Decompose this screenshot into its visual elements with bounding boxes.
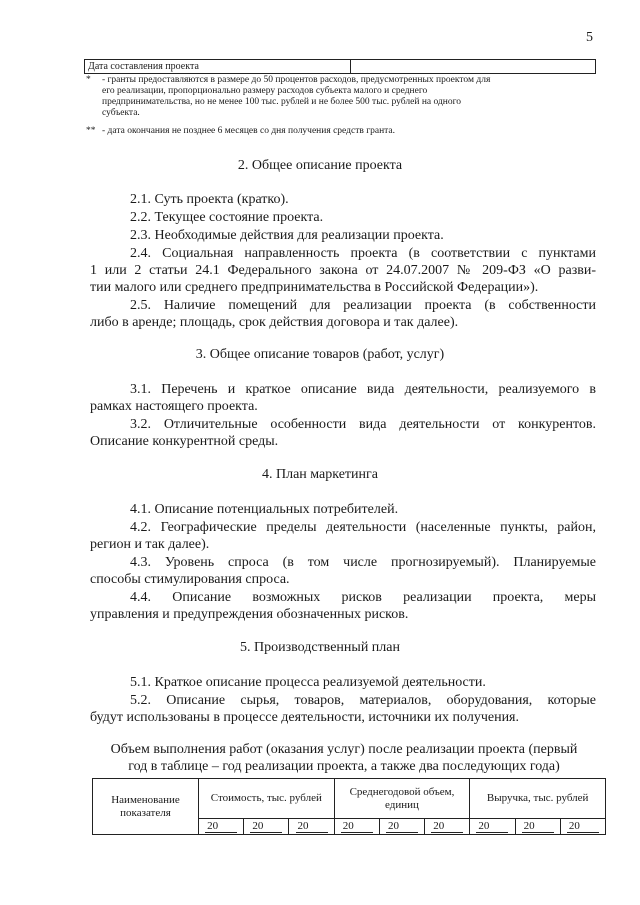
section-heading: 2. Общее описание проекта	[237, 158, 403, 173]
item-line: 3.1. Перечень и краткое описание вида деятельности, реализуемого в	[130, 382, 596, 397]
footnote-line: предпринимательства, но не менее 100 тыс. рублей и не более 500 тыс. рублей на одного	[102, 97, 462, 107]
year-cell	[379, 819, 424, 835]
project-date-label: Дата составления проекта	[85, 60, 351, 74]
section-heading: 5. Производственный план	[239, 640, 400, 655]
item-2-2: 2.2. Текущее состояние проекта.	[130, 210, 324, 225]
item-line: 4.3. Уровень спроса (в том числе прогнозируемый). Планируемые	[130, 555, 596, 570]
year-value: 20	[386, 820, 418, 833]
item-2-1: 2.1. Суть проекта (кратко).	[130, 192, 289, 207]
year-cell	[560, 819, 605, 835]
year-cell	[244, 819, 289, 835]
caption-line: год в таблице – год реализации проекта, а также два последующих года)	[128, 759, 560, 774]
year-cell	[470, 819, 515, 835]
footnote-mark: **	[86, 126, 96, 136]
year-value: 20	[431, 820, 463, 833]
footnote-line: - дата окончания не позднее 6 месяцев со дня получения средств гранта.	[102, 126, 396, 136]
footnote-end-date	[86, 126, 596, 137]
year-value: 20	[567, 820, 599, 833]
item-line: Описание конкурентной среды.	[90, 434, 279, 449]
item-line: управления и предупреждения обозначенных рисков.	[90, 607, 409, 622]
year-value: 20	[296, 820, 328, 833]
item-4-1: 4.1. Описание потенциальных потребителей.	[130, 502, 399, 517]
item-line: 4.4. Описание возможных рисков реализации проекта, меры	[130, 590, 596, 605]
item-3-1	[90, 381, 596, 415]
col-header-cost: Стоимость, тыс. рублей	[199, 779, 335, 819]
item-line: регион и так далее).	[90, 537, 210, 552]
item-3-2	[90, 416, 596, 450]
item-line: тии малого или среднего предпринимательства в Российской Федерации»).	[90, 280, 539, 295]
item-2-4	[90, 245, 596, 296]
footnote-line: его реализации, пропорционально размеру расходов субъекта малого и среднего	[102, 86, 428, 96]
item-5-1: 5.1. Краткое описание процесса реализуемой деятельности.	[130, 675, 486, 690]
page-number: 5	[586, 30, 593, 45]
year-cell	[515, 819, 560, 835]
footnote-line: субъекта.	[102, 108, 140, 118]
item-4-4	[90, 589, 596, 623]
item-line: будут использованы в процессе деятельности, источники их получения.	[90, 710, 519, 725]
col-header-name: Наименование показателя	[93, 779, 199, 835]
project-date-table	[84, 59, 596, 74]
caption-line: Объем выполнения работ (оказания услуг) после реализации проекта (первый	[110, 742, 578, 757]
item-line: 3.2. Отличительные особенности вида деятельности от конкурентов.	[130, 417, 596, 432]
item-line: 5.2. Описание сырья, товаров, материалов, оборудования, которые	[130, 693, 596, 708]
volume-caption	[88, 741, 600, 775]
item-2-3: 2.3. Необходимые действия для реализации проекта.	[130, 228, 444, 243]
footnote-mark: *	[86, 75, 91, 85]
item-4-2	[90, 519, 596, 553]
item-line: способы стимулирования спроса.	[90, 572, 290, 587]
year-cell	[289, 819, 334, 835]
year-cell	[425, 819, 470, 835]
item-line: 1 или 2 статьи 24.1 Федерального закона от 24.07.2007 № 209-ФЗ «О разви-	[90, 263, 596, 278]
volume-table	[92, 778, 606, 835]
footnote-grant-size	[86, 75, 596, 119]
item-line: либо в аренде; площадь, срок действия договора и так далее).	[90, 315, 459, 330]
year-value: 20	[341, 820, 373, 833]
footnote-line: - гранты предоставляются в размере до 50 процентов расходов, предусмотренных проектом для	[102, 75, 491, 85]
year-cell	[334, 819, 379, 835]
item-5-2	[90, 692, 596, 726]
col-header-volume: Среднегодовой объем, единиц	[334, 779, 470, 819]
item-line: 2.5. Наличие помещений для реализации проекта (в собственности	[130, 298, 596, 313]
item-line: 4.2. Географические пределы деятельности (населенные пункты, район,	[130, 520, 596, 535]
item-4-3	[90, 554, 596, 588]
project-date-value	[350, 60, 595, 74]
section-heading: 4. План маркетинга	[261, 467, 378, 482]
year-value: 20	[205, 820, 237, 833]
item-line: 2.4. Социальная направленность проекта (в соответствии с пунктами	[130, 246, 596, 261]
item-line: рамках настоящего проекта.	[90, 399, 258, 414]
item-2-5	[90, 297, 596, 331]
year-cell	[199, 819, 244, 835]
year-value: 20	[476, 820, 508, 833]
year-value: 20	[522, 820, 554, 833]
year-value: 20	[250, 820, 282, 833]
col-header-revenue: Выручка, тыс. рублей	[470, 779, 606, 819]
section-heading: 3. Общее описание товаров (работ, услуг)	[195, 347, 445, 362]
